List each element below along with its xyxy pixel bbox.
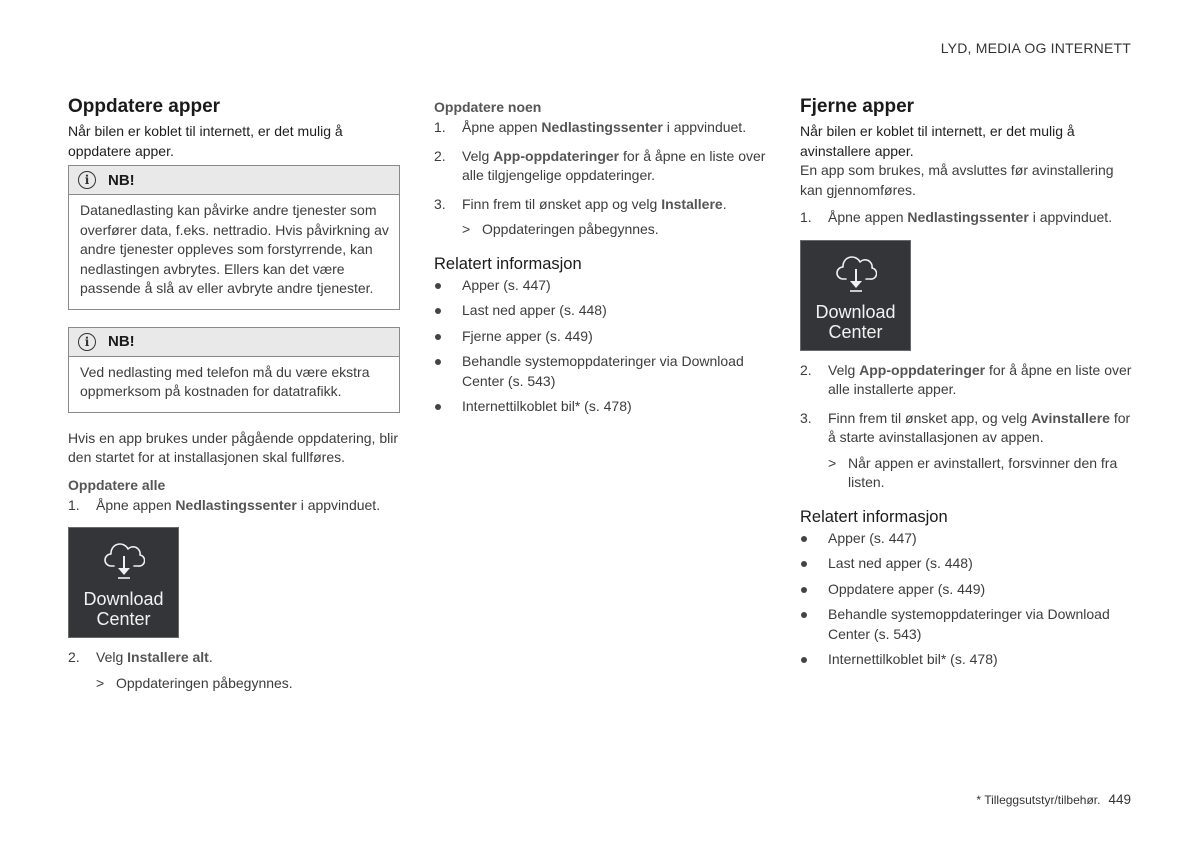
related-heading: Relatert informasjon — [800, 507, 948, 526]
ui-term: Nedlastingssenter — [907, 209, 1029, 225]
ui-term: App-oppdateringer — [859, 361, 986, 378]
intro-text: Når bilen er koblet til internett, er det mulig å avinstallere apper. — [800, 123, 1075, 159]
bullet — [801, 561, 807, 567]
related-link[interactable]: Apper (s. 447) — [434, 276, 766, 296]
note-header — [69, 328, 399, 357]
bullet — [435, 359, 441, 365]
note-header — [69, 166, 399, 195]
section-title: Fjerne apper — [800, 96, 915, 117]
tile-label: Download Center — [815, 301, 896, 342]
section-header: LYD, MEDIA OG INTERNETT — [940, 40, 1131, 56]
download-center-tile — [68, 527, 179, 638]
bullet — [435, 283, 441, 289]
related-link[interactable]: Behandle systemoppdateringer via Download Center (s. 543) — [800, 605, 1132, 644]
related-heading: Relatert informasjon — [434, 254, 582, 273]
step-list — [68, 648, 400, 668]
step-item: 2. Velg App-oppdateringer for å åpne en liste over alle tilgjengelige oppdateringer. — [434, 147, 766, 183]
step-item: 1. Åpne appen Nedlastingssenter i appvinduet. — [434, 119, 747, 135]
step-item: 3. Finn frem til ønsket app og velg Installere. — [434, 195, 727, 212]
cloud-download-icon — [103, 542, 145, 580]
step-list — [68, 496, 400, 516]
ui-term: Nedlastingssenter — [175, 496, 297, 513]
ui-term: Installere — [661, 195, 723, 212]
cloud-download-icon — [835, 255, 877, 293]
paragraph: En app som brukes, må avsluttes før avinstallering kan gjennomføres. — [800, 162, 1114, 198]
ui-term: Avinstallere — [1031, 409, 1110, 426]
ui-term: Nedlastingssenter — [541, 119, 663, 135]
bullet — [801, 657, 807, 663]
section-title: Oppdatere apper — [68, 96, 221, 117]
step-result: > Oppdateringen påbegynnes. — [96, 674, 293, 691]
related-link[interactable]: Internettilkoblet bil* (s. 478) — [800, 650, 1132, 670]
note-label: NB! — [108, 333, 135, 350]
bullet — [435, 404, 441, 410]
bullet — [435, 308, 441, 314]
step-item: 2. Velg Installere alt. — [68, 649, 213, 665]
note-text: Ved nedlasting med telefon må du være ekstra oppmerksom på kostnaden for datatrafikk. — [80, 363, 370, 399]
step-list — [434, 118, 766, 214]
column-update-apps — [68, 96, 400, 701]
bullet — [801, 587, 807, 593]
download-center-tile — [800, 240, 911, 351]
column-update-some — [434, 98, 766, 423]
step-item: 1. Åpne appen Nedlastingssenter i appvinduet. — [800, 209, 1113, 225]
related-list — [800, 529, 1132, 670]
subheading: Oppdatere noen — [434, 99, 542, 115]
step-list — [800, 208, 1132, 228]
note-box — [68, 165, 400, 310]
step-result: > Oppdateringen påbegynnes. — [462, 221, 659, 237]
note-label: NB! — [108, 171, 135, 189]
step-item: 3. Finn frem til ønsket app, og velg Avinstallere for å starte avinstallasjonen av appen. — [800, 409, 1131, 445]
subheading: Oppdatere alle — [68, 476, 166, 493]
bullet — [801, 612, 807, 618]
paragraph: Hvis en app brukes under pågående oppdatering, blir den startet for at installasjonen skal fullføres. — [68, 429, 399, 465]
footnote: * Tilleggsutstyr/tilbehør. — [976, 793, 1101, 807]
related-link[interactable]: Last ned apper (s. 448) — [434, 301, 766, 321]
ui-term: Installere alt — [127, 649, 209, 665]
step-list — [800, 361, 1132, 448]
related-link[interactable]: Behandle systemoppdateringer via Download Center (s. 543) — [434, 352, 766, 391]
note-text: Datanedlasting kan påvirke andre tjenester som overfører data, f.eks. nettradio. Hvis påvirkning av andre tjenester oppleves som forstyrrende, kan nedlastingen avbrytes. Ellers kan det være passende å slå av eller avbryte andre tjenester. — [80, 202, 389, 296]
column-remove-apps — [800, 96, 1132, 676]
related-link[interactable]: Internettilkoblet bil* (s. 478) — [434, 397, 766, 417]
step-result: > Når appen er avinstallert, forsvinner den fra listen. — [828, 454, 1118, 490]
related-link[interactable]: Fjerne apper (s. 449) — [434, 327, 766, 347]
related-link[interactable]: Oppdatere apper (s. 449) — [800, 580, 1132, 600]
related-list — [434, 276, 766, 417]
page-footer — [976, 792, 1131, 807]
info-icon: i — [78, 333, 96, 351]
note-box — [68, 327, 400, 413]
step-item: 2. Velg App-oppdateringer for å åpne en liste over alle installerte apper. — [800, 361, 1132, 397]
related-link[interactable]: Apper (s. 447) — [800, 529, 1132, 549]
page-number: 449 — [1108, 792, 1131, 807]
step-item: 1. Åpne appen Nedlastingssenter i appvinduet. — [68, 496, 381, 513]
bullet — [435, 334, 441, 340]
intro-text: Når bilen er koblet til internett, er det mulig å oppdatere apper. — [68, 123, 343, 159]
bullet — [801, 536, 807, 542]
tile-label: Download Center — [83, 589, 164, 629]
info-icon: i — [78, 171, 96, 189]
ui-term: App-oppdateringer — [493, 147, 620, 164]
related-link[interactable]: Last ned apper (s. 448) — [800, 554, 1132, 574]
